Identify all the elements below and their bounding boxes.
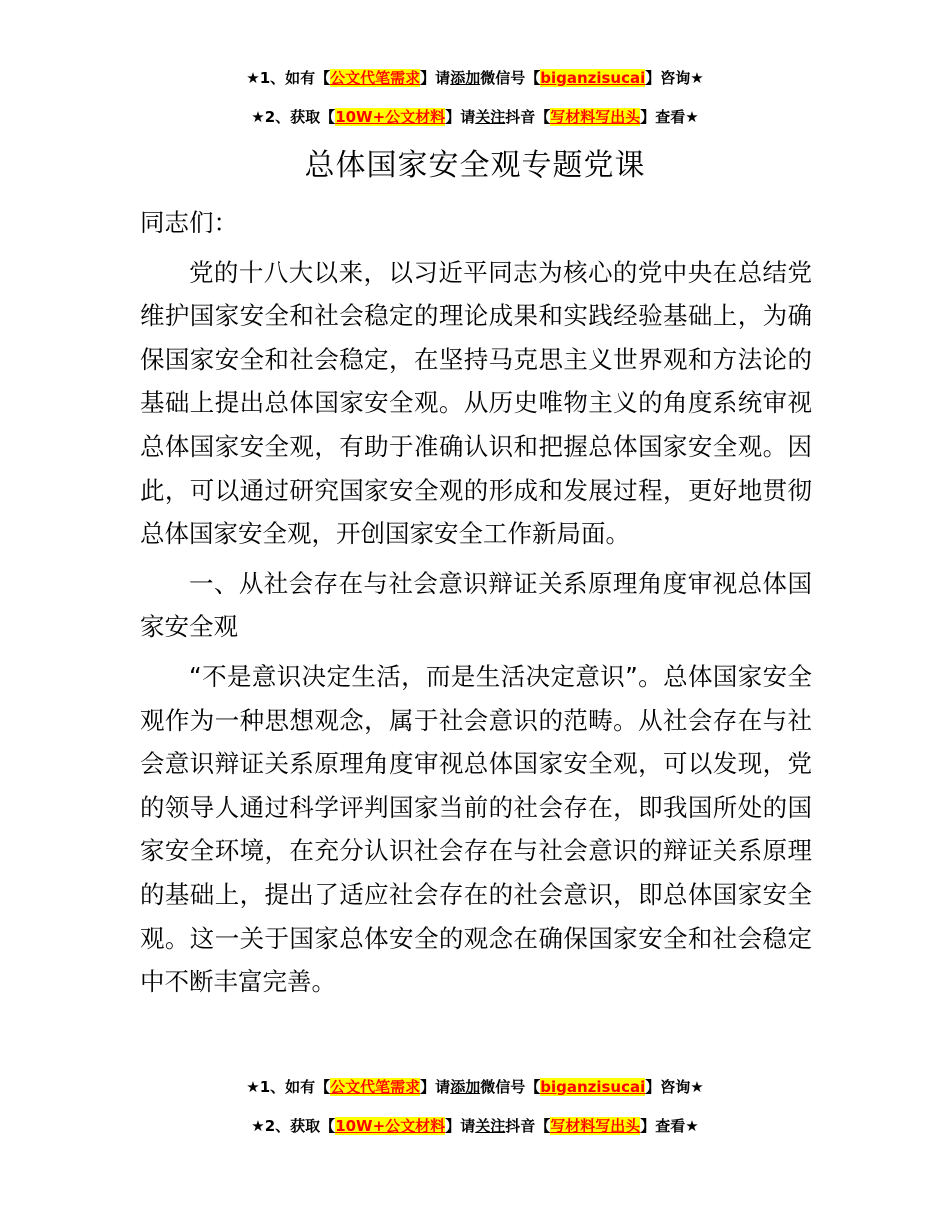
promo-highlight-materials: 10W+公文材料 [335,1117,446,1135]
promo-highlight-service: 公文代笔需求 [330,1078,421,1096]
promo-highlight-douyin-account: 写材料写出头 [550,108,641,126]
promo-prefix: ★1、如有【 [246,69,331,87]
promo-suffix: 】咨询★ [645,69,704,87]
body-paragraph-intro: 党的十八大以来，以习近平同志为核心的党中央在总结党维护国家安全和社会稳定的理论成果和实践经验基础上，为确保国家安全和社会稳定，在坚持马克思主义世界观和方法论的基础上提出总体国家安全观。从历史唯物主义的角度系统审视总体国家安全观，有助于准确认识和把握总体国家安全观。因此，可以通过研究国家安全观的形成和发展过程，更好地贯彻总体国家安全观，开创国家安全工作新局面。 [140,257,812,549]
promo-line-1-bottom [0,1076,950,1098]
promo-prefix: ★2、获取【 [251,1117,336,1135]
promo-line-2-bottom [0,1115,950,1137]
promo-text: 抖音【 [505,108,551,126]
promo-line-1-top [0,67,950,89]
promo-text: 】请 [420,1078,451,1096]
promo-suffix: 】查看★ [640,1117,699,1135]
promo-suffix: 】咨询★ [645,1078,704,1096]
document-title: 总体国家安全观专题党课 [304,148,646,183]
promo-highlight-wechat-id: biganzisucai [540,69,646,87]
document-body [140,201,812,1004]
section-heading-1: 一、从社会存在与社会意识辩证关系原理角度审视总体国家安全观 [140,568,812,642]
promo-text: 】请 [445,108,476,126]
promo-prefix: ★1、如有【 [246,1078,331,1096]
promo-text: 微信号【 [480,1078,541,1096]
promo-prefix: ★2、获取【 [251,108,336,126]
promo-text: 微信号【 [480,69,541,87]
promo-line-2-top [0,106,950,128]
promo-text: 】请 [445,1117,476,1135]
promo-highlight-douyin-account: 写材料写出头 [550,1117,641,1135]
promo-underline: 关注 [475,108,506,126]
body-paragraph-section-1: “不是意识决定生活，而是生活决定意识”。总体国家安全观作为一种思想观念，属于社会意识的范畴。从社会存在与社会意识辩证关系原理角度审视总体国家安全观，可以发现，党的领导人通过科学评判国家当前的社会存在，即我国所处的国家安全环境，在充分认识社会存在与社会意识的辩证关系原理的基础上，提出了适应社会存在的社会意识，即总体国家安全观。这一关于国家总体安全的观念在确保国家安全和社会稳定中不断丰富完善。 [140,661,812,997]
promo-suffix: 】查看★ [640,108,699,126]
promo-underline: 添加 [450,69,481,87]
promo-text: 】请 [420,69,451,87]
promo-highlight-service: 公文代笔需求 [330,69,421,87]
promo-underline: 关注 [475,1117,506,1135]
promo-highlight-materials: 10W+公文材料 [335,108,446,126]
promo-highlight-wechat-id: biganzisucai [540,1078,646,1096]
promo-underline: 添加 [450,1078,481,1096]
promo-text: 抖音【 [505,1117,551,1135]
salutation: 同志们： [140,208,238,237]
